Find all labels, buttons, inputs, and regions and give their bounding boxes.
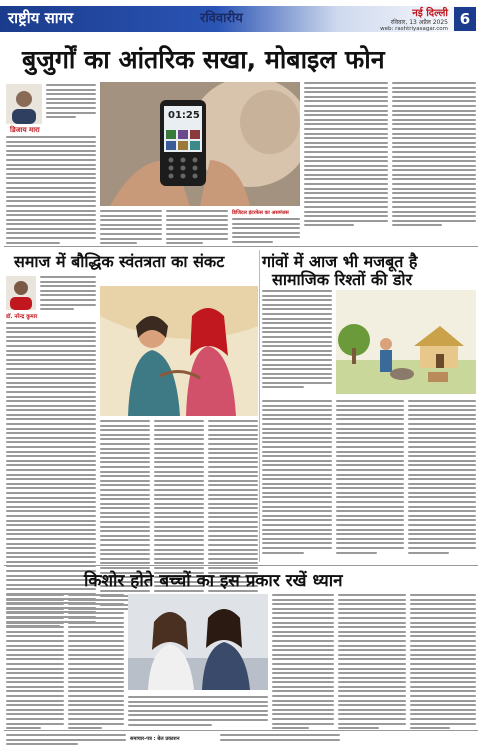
villages-headline-line1: गांवों में आज भी मजबूत है: [262, 252, 418, 271]
teenagers-article-headline: किशोर होते बच्चों का इस प्रकार रखें ध्यान: [84, 571, 343, 591]
mobile-subheading: डिजिटल इंटरफेस का असमंजस: [232, 210, 289, 216]
teenagers-col5: [410, 594, 476, 732]
masthead: [0, 0, 482, 40]
section-divider-1: [4, 246, 478, 247]
section-divider-2: [4, 565, 478, 566]
paper-name: राष्ट्रीय सागर: [8, 9, 74, 27]
mobile-article-col-far-right: [392, 82, 476, 229]
villages-col-left: [262, 290, 332, 391]
mobile-phone-photo: [100, 82, 300, 206]
footer-label: समाचार-पत्र : बेल प्रकाशन: [130, 736, 180, 742]
villages-col-3: [408, 400, 476, 556]
couple-illustration: [100, 286, 258, 416]
intellectual-article-headline: समाज में बौद्धिक स्वंतत्रता का संकट: [14, 252, 225, 271]
villages-headline-line2: सामाजिक रिश्तों की डोर: [272, 270, 413, 289]
teenagers-col4: [338, 594, 406, 732]
website-url: web: rashtriyasagar.com: [380, 26, 448, 32]
intellectual-col1: [6, 322, 96, 630]
author-photo-mobile: [6, 84, 42, 124]
phone-clock: 01:25: [168, 110, 200, 121]
mobile-article-col1: [46, 84, 96, 121]
mobile-article-col4: [232, 218, 300, 246]
column-divider: [259, 250, 260, 562]
author-name-mobile: डिजाय मारा: [10, 126, 40, 134]
teenagers-col2: [68, 594, 124, 732]
teenagers-under-photo: [128, 696, 268, 728]
mobile-article-col-right: [304, 82, 388, 229]
village-illustration: [336, 290, 476, 394]
edition-date: रविवार, 13 अप्रैल 2025: [390, 19, 448, 26]
author-name-intellectual: डॉ. नरेन्द्र कुमार: [6, 314, 38, 320]
footer-rule: [4, 730, 478, 731]
footer-imprint-right: [220, 734, 340, 743]
mobile-article-col1-lower: [6, 136, 96, 246]
author-photo-intellectual: [6, 276, 36, 310]
page-number: 6: [454, 7, 476, 31]
mobile-article-col2: [100, 210, 162, 247]
footer-imprint: [6, 734, 126, 748]
teenagers-col1: [6, 594, 64, 732]
villages-col-2: [336, 400, 404, 556]
villages-col-1: [262, 400, 332, 556]
section-name: रविवारीय: [200, 11, 243, 26]
mobile-article-headline: बुजुर्गों का आंतरिक सखा, मोबाइल फोन: [22, 45, 385, 74]
edition-city: नई दिल्ली: [412, 8, 448, 19]
teenagers-col3: [272, 594, 334, 732]
mobile-article-col3: [166, 210, 228, 247]
intellectual-col1-top: [40, 276, 96, 313]
mother-daughter-photo: [128, 594, 268, 690]
